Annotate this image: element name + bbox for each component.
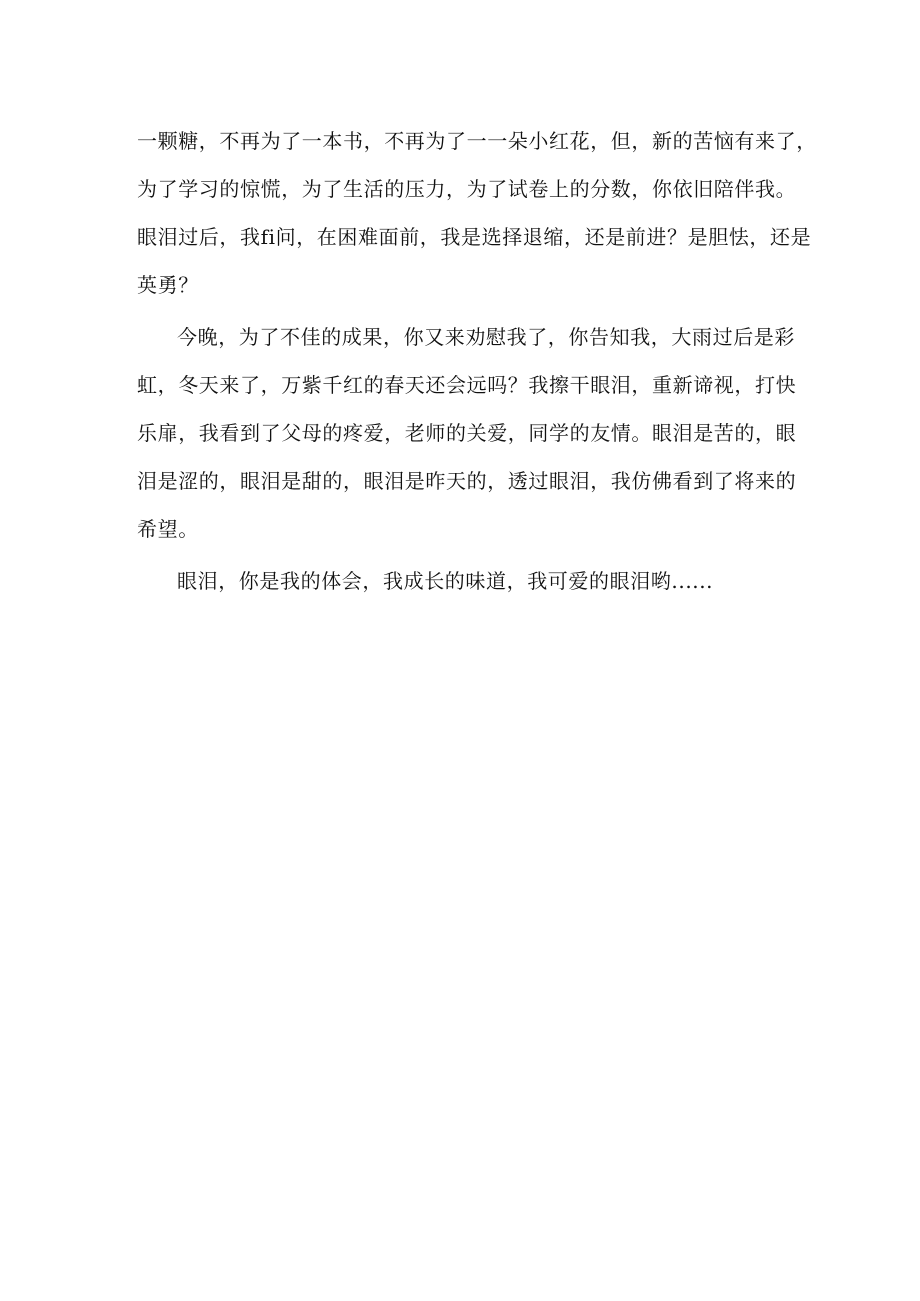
paragraph-1 xyxy=(137,117,817,309)
text-line: 希望。 xyxy=(137,517,199,541)
document-body xyxy=(137,117,817,605)
text-line: 今晚，为了不佳的成果，你又来劝慰我了，你告知我，大雨过后是彩 xyxy=(177,325,795,349)
paragraph-3 xyxy=(137,557,797,605)
text-line: 一颗糖，不再为了一本书，不再为了一一朵小红花，但，新的苦恼有来了， xyxy=(137,129,817,153)
text-line: 为了学习的惊慌，为了生活的压力，为了试卷上的分数，你依旧陪伴我。 xyxy=(137,177,797,201)
text-line: 乐扉，我看到了父母的疼爱，老师的关爱，同学的友情。眼泪是苦的，眼 xyxy=(137,421,797,445)
text-line: 泪是涩的，眼泪是甜的，眼泪是昨天的，透过眼泪，我仿佛看到了将来的 xyxy=(137,469,797,493)
text-line: 虹，冬天来了，万紫千红的春天还会远吗？我擦干眼泪，重新谛视，打快 xyxy=(137,373,797,397)
text-line: 英勇？ xyxy=(137,273,199,297)
text-line: 眼泪，你是我的体会，我成长的味道，我可爱的眼泪哟...... xyxy=(177,569,714,593)
paragraph-2 xyxy=(137,313,797,553)
text-line: 眼泪过后，我fi问，在困难面前，我是选择退缩，还是前进？是胆怯，还是 xyxy=(137,225,812,249)
